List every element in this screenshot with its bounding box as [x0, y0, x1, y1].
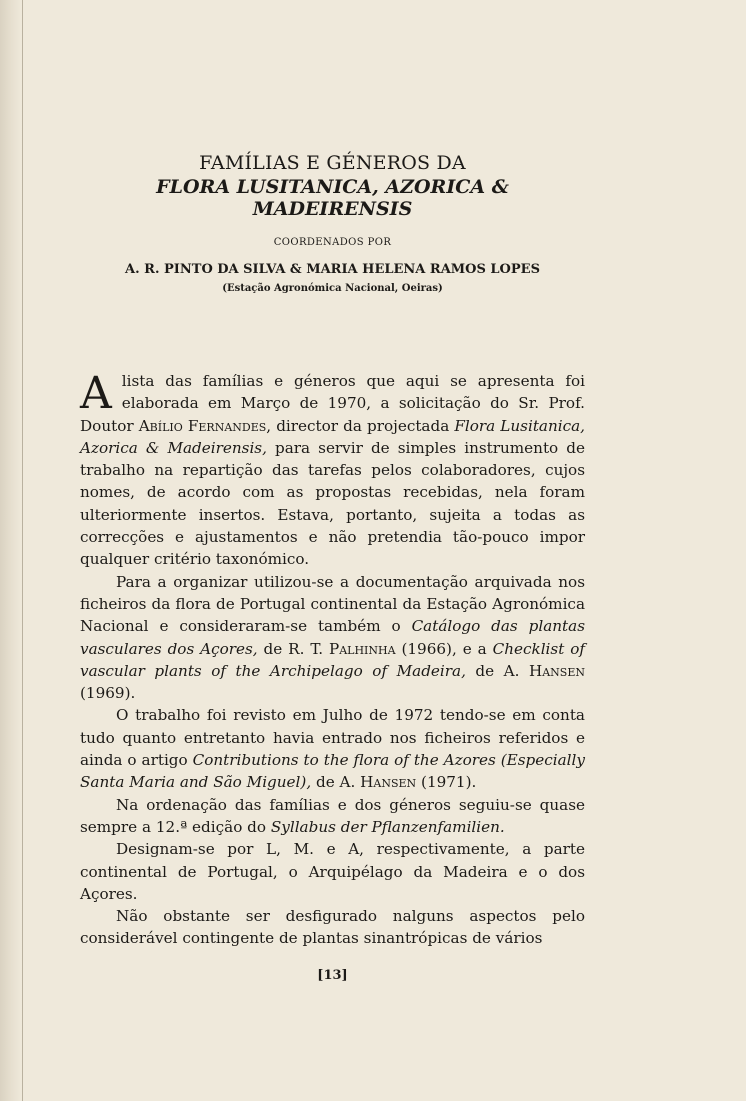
- document-page: [80, 0, 585, 1101]
- paragraph-5: [80, 838, 585, 905]
- p2-checklist-title: Checklist of vascular plants of the Archipelago of Madeira,: [80, 639, 585, 680]
- paragraph-1: [80, 370, 585, 571]
- title-line-1: FAMÍLIAS E GÉNEROS DA: [199, 152, 466, 174]
- p2-palhinha-name: Palhinha: [328, 639, 396, 658]
- p3-text-1: O trabalho foi revisto em Julho de 1972 tendo-se em conta tudo quanto entretanto havia entrado nos ficheiros referidos e ainda o artigo: [80, 706, 585, 770]
- p2-text-2: de R. T.: [257, 639, 329, 658]
- p4-text-1: Na ordenação das famílias e dos géneros seguiu-se quase sempre a 12.ª edição do: [80, 795, 585, 836]
- book-spine-shadow: [0, 0, 23, 1101]
- p5-text-1: Designam-se por L, M. e A, respectivamente, a parte continental de Portugal, o Arquipélago da Madeira e o dos Açores.: [80, 840, 585, 903]
- p2-text-3: (1966), e a: [395, 639, 493, 658]
- coordinators-label: COORDENADOS POR: [273, 237, 392, 248]
- drop-cap: A: [80, 368, 112, 419]
- title-line-2: FLORA LUSITANICA, AZORICA & MADEIRENSIS: [156, 176, 509, 220]
- p3-contributions-title: Contributions to the flora of the Azores (Especially Santa Maria and São Miguel),: [80, 751, 585, 792]
- p3-text-2: de A.: [311, 773, 361, 792]
- p2-catalogo-title: Catálogo das plantas vasculares dos Açores,: [80, 617, 585, 658]
- paragraph-2: [80, 571, 585, 705]
- paragraph-6: [80, 905, 585, 950]
- authors: A. R. PINTO DA SILVA & MARIA HELENA RAMOS LOPES: [125, 262, 540, 277]
- p3-text-3: (1971).: [416, 773, 477, 792]
- body-text: [80, 370, 585, 950]
- p1-flora-title: Flora Lusitanica, Azorica & Madeirensis,: [80, 416, 586, 457]
- p2-text-5: (1969).: [80, 684, 136, 703]
- p1-text-2: , director da projectada: [266, 416, 455, 435]
- p2-text-1: Para a organizar utilizou-se a documentação arquivada nos ficheiros da flora de Portugal continental da Estação Agronómica Nacional e consideraram-se também o: [80, 572, 585, 636]
- p1-text-1: lista das famílias e géneros que aqui se apresenta foi elaborada em Março de 1970, a solicitação do Sr. Prof. Doutor: [80, 372, 585, 435]
- p6-text-1: Não obstante ser desfigurado nalguns aspectos pelo considerável contingente de plantas sinantrópicas de vários: [80, 907, 585, 948]
- paragraph-4: [80, 794, 585, 839]
- p1-text-3: para servir de simples instrumento de trabalho na repartição das tarefas pelos colaboradores, cujos nomes, de acordo com as propostas recebidas, nela foram ulteriormente insertos. Estava, portanto, sujeita a todas as correcções e ajustamentos e não pretendia tão-pouco impor qualquer critério taxonómico.: [80, 438, 585, 569]
- paragraph-3: [80, 704, 585, 793]
- page-number: [13]: [317, 968, 348, 983]
- p1-person-name: Abílio Fernandes: [138, 416, 267, 435]
- p2-text-4: de A.: [465, 661, 529, 680]
- p3-hansen-name: Hansen: [360, 773, 417, 792]
- p4-syllabus-title: Syllabus der Pflanzenfamilien.: [270, 817, 505, 836]
- p2-hansen-name: Hansen: [528, 661, 585, 680]
- affiliation: (Estação Agronómica Nacional, Oeiras): [222, 283, 443, 294]
